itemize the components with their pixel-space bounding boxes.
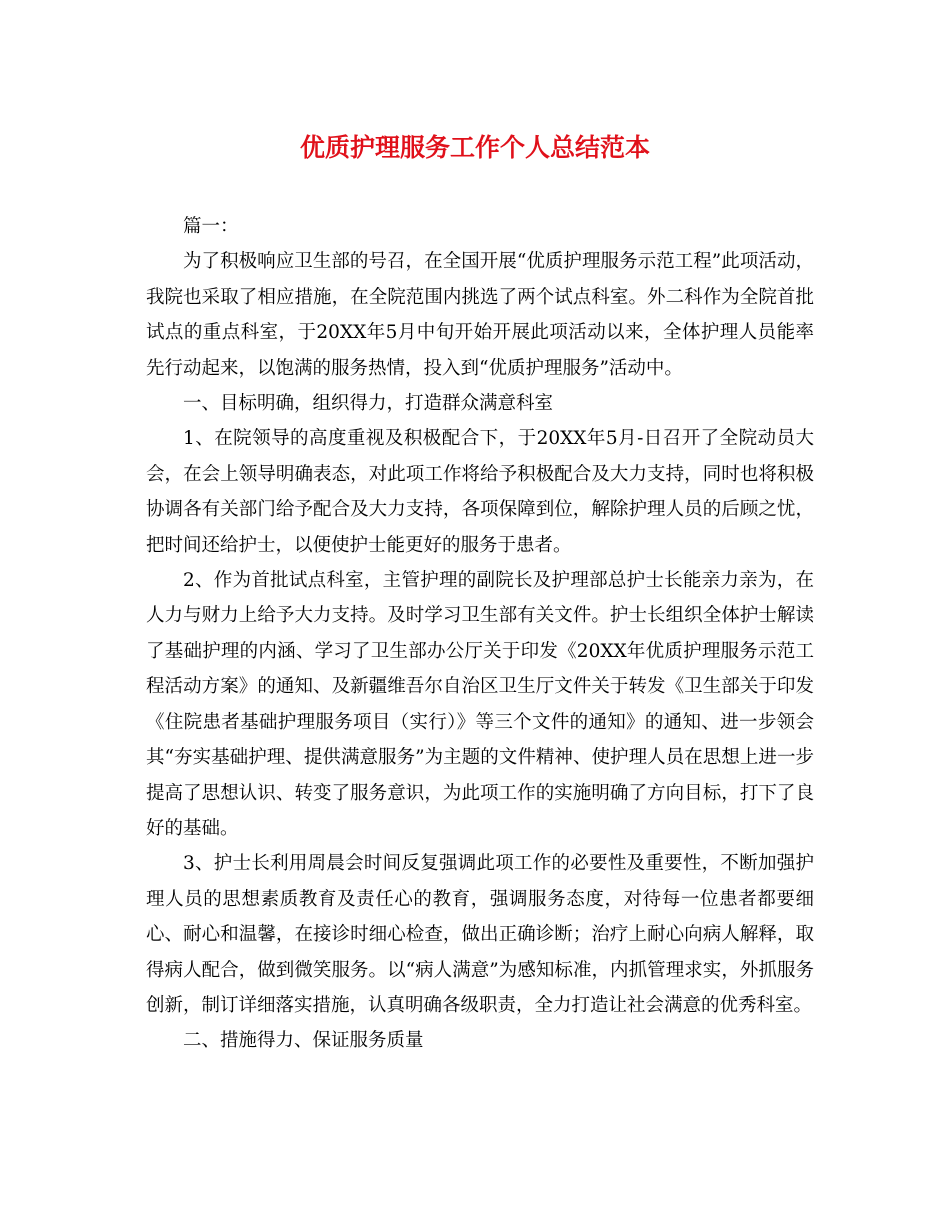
heading-section-one: 一、目标明确，组织得力，打造群众满意科室 (183, 393, 554, 415)
heading-section-two: 二、措施得力、保证服务质量 (183, 1030, 424, 1052)
paragraph-intro: 为了积极响应卫生部的号召，在全国开展“优质护理服务示范工程”此项活动，我院也采取了相应措施，在全院范围内挑选了两个试点科室。外二科作为全院首批试点的重点科室，于20XX年5月中旬开始开展此项活动以来，全体护理人员能率先行动起来，以饱满的服务热情，投入到“优质护理服务”活动中。 (146, 251, 814, 379)
paragraph-item-1: 1、在院领导的高度重视及积极配合下，于20XX年5月-日召开了全院动员大会，在会上领导明确表态，对此项工作将给予积极配合及大力支持，同时也将积极协调各有关部门给予配合及大力支持，各项保障到位，解除护理人员的后顾之忧，把时间还给护士，以便使护士能更好的服务于患者。 (146, 428, 814, 556)
document-body (146, 209, 814, 1059)
paragraph-item-3: 3、护士长利用周晨会时间反复强调此项工作的必要性及重要性，不断加强护理人员的思想素质教育及责任心的教育，强调服务态度，对待每一位患者都要细心、耐心和温馨，在接诊时细心检查，做出正确诊断；治疗上耐心向病人解释，取得病人配合，做到微笑服务。以“病人满意”为感知标准，内抓管理求实，外抓服务创新，制订详细落实措施，认真明确各级职责，全力打造让社会满意的优秀科室。 (146, 853, 814, 1016)
paragraph-section-label: 篇一： (183, 216, 239, 237)
paragraph-item-2: 2、作为首批试点科室，主管护理的副院长及护理部总护士长能亲力亲为，在人力与财力上给予大力支持。及时学习卫生部有关文件。护士长组织全体护士解读了基础护理的内涵、学习了卫生部办公厅关于印发《20XX年优质护理服务示范工程活动方案》的通知、及新疆维吾尔自治区卫生厅文件关于转发《卫生部关于印发《住院患者基础护理服务项目（实行）》等三个文件的通知》的通知、进一步领会其“夯实基础护理、提供满意服务”为主题的文件精神、使护理人员在思想上进一步提高了思想认识、转变了服务意识，为此项工作的实施明确了方向目标，打下了良好的基础。 (146, 570, 814, 839)
document-title: 优质护理服务工作个人总结范本 (299, 133, 650, 162)
